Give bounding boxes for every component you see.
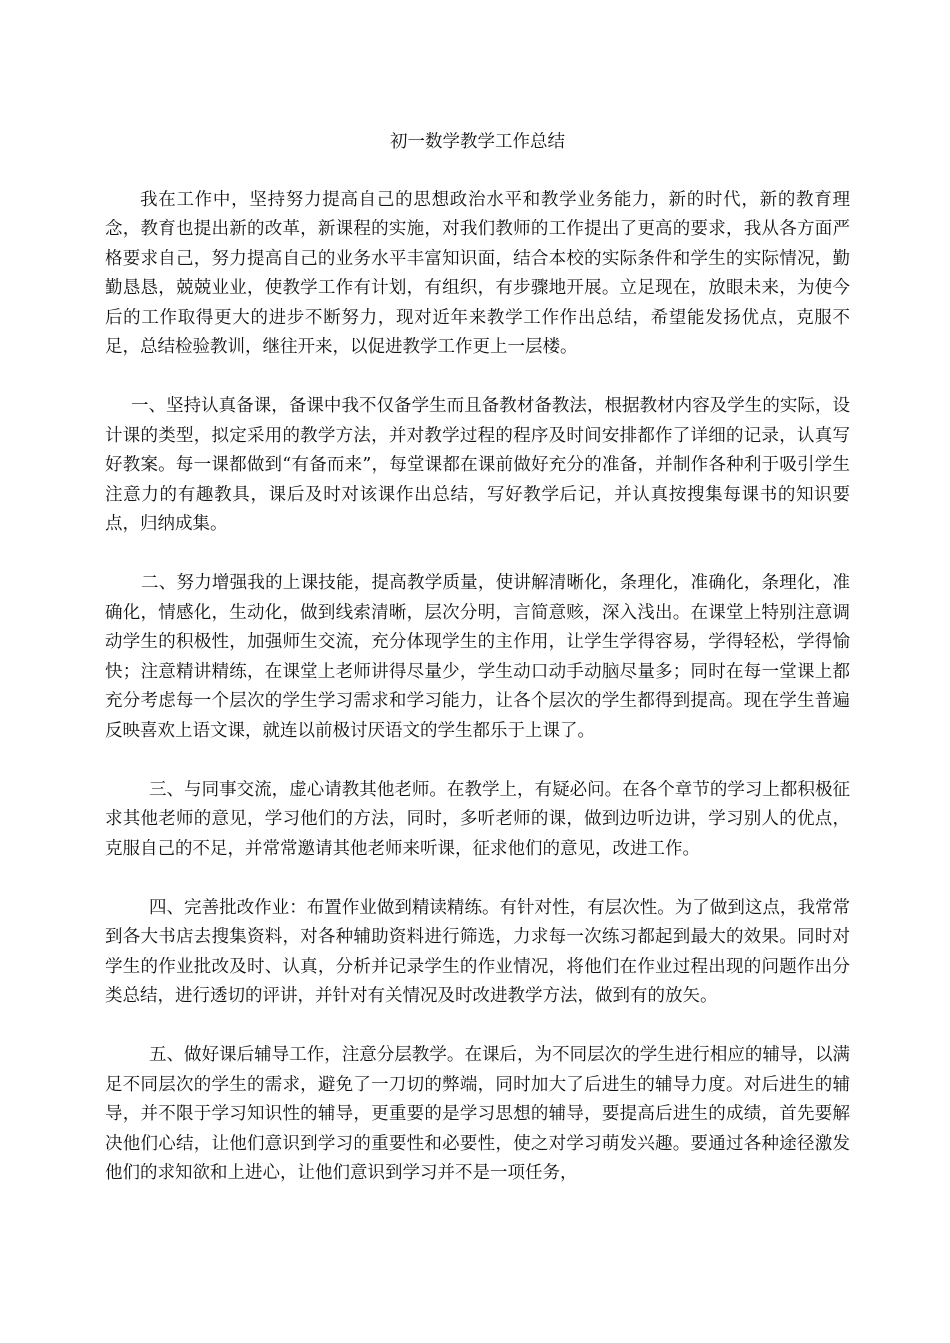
document-page	[105, 128, 850, 1189]
paragraph-section-2: 二、努力增强我的上课技能，提高教学质量，使讲解清晰化，条理化，准确化，条理化，准确化，情感化，生动化，做到线索清晰，层次分明，言简意赅，深入浅出。在课堂上特别注意调动学生的积极性，加强师生交流，充分体现学生的主作用，让学生学得容易，学得轻松，学得愉快；注意精讲精练，在课堂上老师讲得尽量少，学生动口动手动脑尽量多；同时在每一堂课上都充分考虑每一个层次的学生学习需求和学习能力，让各个层次的学生都得到提高。现在学生普遍反映喜欢上语文课，就连以前极讨厌语文的学生都乐于上课了。	[105, 573, 850, 741]
paragraph-intro: 我在工作中，坚持努力提高自己的思想政治水平和教学业务能力，新的时代，新的教育理念，教育也提出新的改革，新课程的实施，对我们教师的工作提出了更高的要求，我从各方面严格要求自己，努力提高自己的业务水平丰富知识面，结合本校的实际条件和学生的实际情况，勤勤恳恳，兢兢业业，使教学工作有计划，有组织，有步骤地开展。立足现在，放眼未来，为使今后的工作取得更大的进步不断努力，现对近年来教学工作作出总结，希望能发扬优点，克服不足，总结检验教训，继往开来，以促进教学工作更上一层楼。	[105, 189, 850, 357]
paragraph-section-3: 三、与同事交流，虚心请教其他老师。在教学上，有疑必问。在各个章节的学习上都积极征求其他老师的意见，学习他们的方法，同时，多听老师的课，做到边听边讲，学习别人的优点，克服自己的不足，并常常邀请其他老师来听课，征求他们的意见，改进工作。	[105, 779, 850, 859]
paragraph-section-5: 五、做好课后辅导工作，注意分层教学。在课后，为不同层次的学生进行相应的辅导，以满足不同层次的学生的需求，避免了一刀切的弊端，同时加大了后进生的辅导力度。对后进生的辅导，并不限于学习知识性的辅导，更重要的是学习思想的辅导，要提高后进生的成绩，首先要解决他们心结，让他们意识到学习的重要性和必要性，使之对学习萌发兴趣。要通过各种途径激发他们的求知欲和上进心，让他们意识到学习并不是一项任务，	[105, 1045, 850, 1183]
paragraph-section-1: 一、坚持认真备课，备课中我不仅备学生而且备教材备教法，根据教材内容及学生的实际，设计课的类型，拟定采用的教学方法，并对教学过程的程序及时间安排都作了详细的记录，认真写好教案。每一课都做到“有备而来”，每堂课都在课前做好充分的准备，并制作各种利于吸引学生注意力的有趣教具，课后及时对该课作出总结，写好教学后记，并认真按搜集每课书的知识要点，归纳成集。	[105, 396, 850, 534]
document-title: 初一数学教学工作总结	[390, 132, 565, 152]
paragraph-section-4: 四、完善批改作业：布置作业做到精读精练。有针对性，有层次性。为了做到这点，我常常到各大书店去搜集资料，对各种辅助资料进行筛选，力求每一次练习都起到最大的效果。同时对学生的作业批改及时、认真，分析并记录学生的作业情况，将他们在作业过程出现的问题作出分类总结，进行透切的评讲，并针对有关情况及时改进教学方法，做到有的放矢。	[105, 897, 850, 1006]
